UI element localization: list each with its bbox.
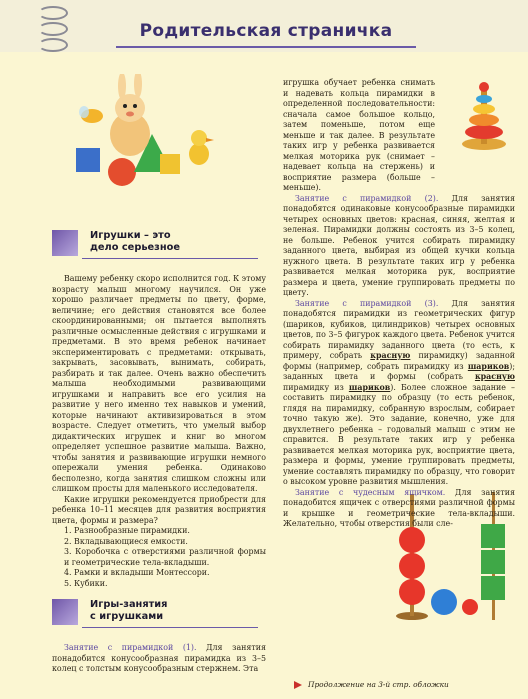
activity-paragraph-3 bbox=[283, 299, 515, 488]
activity-paragraph-2 bbox=[283, 194, 515, 299]
list-item: 5. Кубики. bbox=[64, 578, 108, 588]
activity-text: пирамидку из bbox=[283, 382, 349, 392]
arrow-right-icon bbox=[294, 681, 302, 689]
continuation-text: Продолжение на 3-й стр. обложки bbox=[308, 680, 449, 689]
activity-paragraph-1 bbox=[52, 643, 266, 675]
section-title-games bbox=[90, 599, 260, 623]
activity-text: пирамидку) заданной формы (например, собрать пирамидку из bbox=[283, 351, 516, 371]
intro-paragraph: Вашему ребенку скоро исполнится год. К этому возрасту малыш многому научился. Он уже хорошо различает предметы по цвету, форме, величине; его действия становятся все более скоординированными; он пытается выполнять различные осмысленные действия с игрушками и предметами. В это время ребенок начинает экспериментировать с предметами: открывать, закрывать, засовывать, вынимать, собирать, разбирать и так далее. Очень важно обеспечить малыша необходимыми развивающими игрушками и направить все его усилия на развитие у него именно тех навыков и умений, которые начинают активизироваться в этом возрасте. Следует отметить, что умелый выбор дидактических игрушек и книг во многом определяет успешное развитие малыша. Важно, чтобы занятия и развивающие игрушки немного опережали умения ребенка. Одинаково бесполезно, когда занятия слишком сложны или слишком просты для маленького исследователя. bbox=[52, 274, 266, 493]
section-title-line2: с игрушками bbox=[90, 611, 164, 622]
section-rule bbox=[82, 627, 258, 628]
section-header-games bbox=[52, 599, 266, 633]
activity-text: Для занятия понадобится конусообразная пирамидка из 3–5 колец с толстым конусообразным стержнем. Эта bbox=[52, 643, 266, 673]
section-title-line2: дело серьезное bbox=[90, 242, 181, 253]
right-column bbox=[283, 78, 515, 530]
activity-label: Занятие с пирамидкой (2). bbox=[295, 193, 439, 203]
bunny-toys-illustration bbox=[56, 74, 216, 194]
title-underline bbox=[116, 46, 416, 48]
list-item: 2. Вкладывающиеся емкости. bbox=[64, 536, 188, 546]
emphasis-word: шариков bbox=[348, 382, 391, 392]
list-item: 3. Коробочка с отверстиями различной формы и геометрические тела-вкладыши. bbox=[64, 547, 266, 567]
section-marker-square bbox=[52, 599, 78, 625]
emphasis-word: шариков bbox=[467, 361, 510, 371]
activity-label: Занятие с чудесным ящичком. bbox=[295, 487, 446, 497]
activity-text: Для занятия понадобятся одинаковые конусообразные пирамидки четырех основных цветов: красная, синяя, желтая и зеленая. Пирамидки должны состоять из 3–5 колец, не больше. Ребенок учится собирать пирамидку заданного цвета, выбирая из общей кучки кольца нужного цвета. В результате таких игр у ребенка развивается мелкая моторика рук, восприятие размера и цвета, умение группировать предметы по цвету. bbox=[283, 193, 515, 297]
list-item: 1. Разнообразные пирамидки. bbox=[64, 526, 190, 535]
activity-text: ). Более сложное задание – составить пирамидку по образцу (то есть ребенок, глядя на пирамидку, собранную взрослым, собирает точно такую же). Это задание, конечно, уже для двухлетнего ребенка – годовалый малыш с этим не справится. В результате таких игр у ребенка развивается мелкая моторика рук, восприятие цвета, размера и формы, умение группировать предметы, умение составлять пирамидку по образцу, что говорит о высоком уровне развития мышления. bbox=[283, 382, 515, 486]
activity-text: Для занятия понадобятся пирамидки из геометрических фигур (шариков, кубиков, цилиндриков) четырех основных цветов, по 3–5 фигурок каждого цвета. Ребенок учится собирать пирамидку заданного цвета (то есть, к примеру, собрать bbox=[283, 298, 515, 360]
left-column bbox=[52, 230, 266, 675]
section-title-line1: Игры-занятия bbox=[90, 599, 168, 610]
pyramid-continued-paragraph: игрушка обучает ребенка снимать и надевать кольца пирамидки в определенной последовательности: сначала самое большое кольцо, затем поменьше, потом еще меньше и так далее. В результате таких игр у ребенка развивается мелкая моторика рук (снимает – надевает кольца на стержень) и восприятие размера (больше – меньше). bbox=[283, 78, 435, 192]
page-title: Родительская страничка bbox=[139, 21, 393, 41]
section-title-toys bbox=[90, 230, 260, 254]
section-title-line1: Игрушки – это bbox=[90, 230, 171, 241]
toy-list bbox=[52, 526, 266, 589]
section-header-toys bbox=[52, 230, 266, 264]
section-rule bbox=[82, 258, 258, 259]
activity-text: Для занятия понадобится ящичек с отверстиями различной формы и крышке и геометрические тела-вкладыши. Желательно, чтобы отверстия были сле- bbox=[283, 487, 515, 528]
activity-text: ); заданных цвета и формы (собрать bbox=[283, 361, 515, 381]
activity-label: Занятие с пирамидкой (3). bbox=[295, 298, 439, 308]
section-marker-square bbox=[52, 230, 78, 256]
emphasis-word: красную bbox=[370, 351, 411, 360]
activity-label: Занятие с пирамидкой (1). bbox=[64, 643, 197, 652]
continuation-note bbox=[294, 680, 514, 689]
list-item: 4. Рамки и вкладыши Монтессори. bbox=[64, 568, 210, 577]
emphasis-word: красную bbox=[474, 372, 515, 381]
activity-paragraph-4 bbox=[283, 488, 515, 530]
question-paragraph: Какие игрушки рекомендуется приобрести для ребенка 10–11 месяцев для развития восприятия цвета, формы и размера? bbox=[52, 494, 266, 525]
